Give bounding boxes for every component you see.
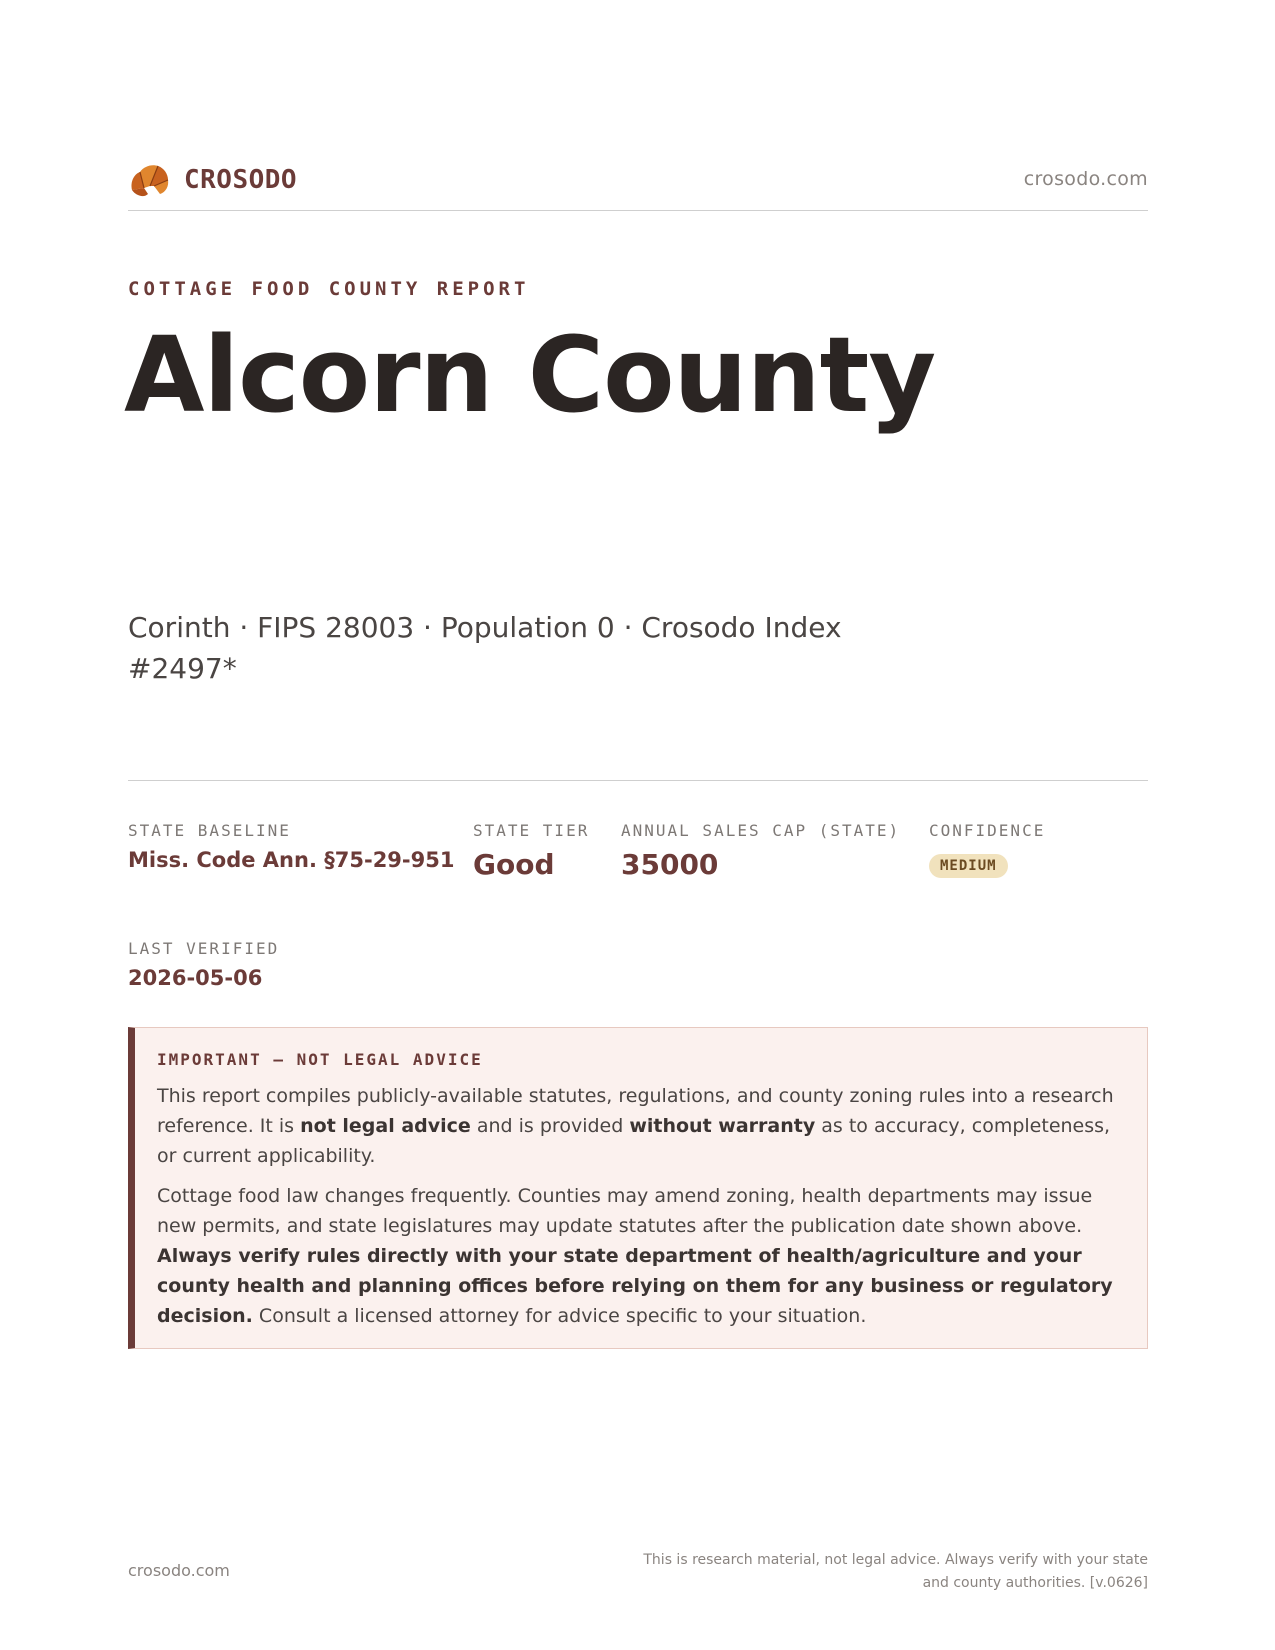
fact-last-verified bbox=[128, 939, 279, 990]
county-subtitle: Corinth · FIPS 28003 · Population 0 · Crosodo Index #2497* bbox=[128, 611, 842, 685]
notice-text: Cottage food law changes frequently. Counties may amend zoning, health departments may issue new permits, and state legislatures may update statutes after the publication date shown above. bbox=[157, 1185, 1093, 1237]
fact-label: CONFIDENCE bbox=[929, 821, 1046, 840]
fact-value: Good bbox=[473, 848, 555, 881]
fact-label: STATE BASELINE bbox=[128, 821, 291, 840]
brand bbox=[128, 160, 297, 200]
notice-title: IMPORTANT — NOT LEGAL ADVICE bbox=[157, 1050, 483, 1069]
fact-label: ANNUAL SALES CAP (STATE) bbox=[621, 821, 901, 840]
site-url[interactable]: crosodo.com bbox=[1023, 168, 1148, 190]
legal-notice bbox=[128, 1027, 1148, 1349]
notice-text: as to accuracy, completeness, or current applicability. bbox=[157, 1115, 1111, 1167]
footer-disclaimer-line: This is research material, not legal advice. Always verify with your state bbox=[643, 1552, 1148, 1568]
notice-text: This report compiles publicly-available statutes, regulations, and county zoning rules into a research reference. It is bbox=[157, 1085, 1114, 1137]
page-header bbox=[128, 160, 1148, 211]
fact-annual-sales-cap bbox=[621, 821, 900, 881]
report-eyebrow: COTTAGE FOOD COUNTY REPORT bbox=[128, 278, 530, 300]
notice-text: and is provided bbox=[470, 1115, 630, 1137]
report-page bbox=[124, 0, 1148, 1650]
footer-disclaimer bbox=[628, 1549, 1148, 1595]
fact-confidence bbox=[929, 821, 1045, 878]
fact-value: 35000 bbox=[621, 848, 719, 881]
fact-label: STATE TIER bbox=[473, 821, 590, 840]
croissant-icon bbox=[128, 160, 172, 200]
fact-value: 2026-05-06 bbox=[128, 966, 263, 990]
brand-name: CROSODO bbox=[184, 165, 298, 195]
fact-label: LAST VERIFIED bbox=[128, 939, 280, 958]
fact-value: Miss. Code Ann. §75-29-951 bbox=[128, 848, 455, 872]
fact-state-baseline bbox=[128, 821, 454, 872]
confidence-badge: MEDIUM bbox=[929, 854, 1008, 878]
footer-url[interactable]: crosodo.com bbox=[128, 1561, 230, 1580]
fact-state-tier bbox=[473, 821, 589, 881]
notice-emphasis: Always verify rules directly with your state department of health/agriculture and your county health and planning offices before relying on them for any business or regulatory decision. bbox=[157, 1245, 1113, 1327]
footer-disclaimer-line: and county authorities. [v.0626] bbox=[922, 1575, 1148, 1591]
divider bbox=[128, 780, 1148, 781]
notice-emphasis: not legal advice bbox=[300, 1115, 471, 1137]
notice-paragraph-1 bbox=[157, 1081, 1123, 1171]
notice-paragraph-2 bbox=[157, 1181, 1123, 1331]
notice-text: Consult a licensed attorney for advice specific to your situation. bbox=[252, 1305, 867, 1327]
page-title: Alcorn County bbox=[124, 314, 936, 436]
notice-emphasis: without warranty bbox=[629, 1115, 816, 1137]
